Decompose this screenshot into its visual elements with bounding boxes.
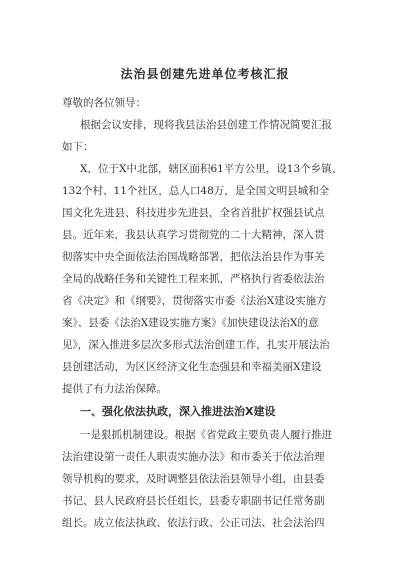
paragraph-line: 县。近年来，我县认真学习贯彻党的二十大精神，深入贯 [62, 229, 325, 241]
paragraph-line: 国文化先进县、科技进步先进县，全省首批扩权强县试点 [62, 207, 325, 219]
paragraph-line: X，位于X中北部，辖区面积61平方公里，设13个乡镇、 [80, 163, 343, 175]
paragraph-line: 提供了有力法治保障。 [62, 383, 167, 395]
paragraph-line: 彻落实中央全面依法治国战略部署，把依法治县作为事关 [62, 251, 325, 263]
paragraph-line: 一是狠抓机制建设。根据《省党政主要负责人履行推进 [80, 429, 332, 441]
paragraph-line: 全局的战略任务和关键性工程来抓，严格执行省委依法治 [62, 273, 325, 285]
salutation: 尊敬的各位领导： [62, 97, 146, 109]
paragraph-line: 案》、县委《法治X建设实施方案》《加快建设法治X的意 [62, 317, 319, 329]
document-title: 法治县创建先进单位考核汇报 [120, 67, 290, 81]
section-heading: 一、强化依法执政，深入推进法治X建设 [80, 405, 276, 418]
paragraph-line: 领导机构的要求，及时调整县依法治县领导小组，由县委 [62, 473, 325, 485]
paragraph-line: 根据会议安排，现将我县法治县创建工作情况简要汇报 [80, 119, 332, 131]
paragraph-line: 书记、县人民政府县长任组长，县委专职副书记任常务副 [62, 495, 325, 507]
paragraph-line: 省《决定》和《纲要》，贯彻落实市委《法治X建设实施方 [62, 295, 327, 307]
paragraph-line: 法治建设第一责任人职责实施办法》和市委关于依法治理 [62, 451, 325, 463]
paragraph-line: 县创建活动，为区区经济文化生态强县和幸福美丽X建设 [62, 361, 322, 373]
paragraph-line: 132个村、11个社区，总人口48万，是全国文明县城和全 [62, 185, 330, 197]
paragraph-line: 见》，深入推进多层次多形式法治创建工作，扎实开展法治 [62, 339, 330, 351]
paragraph-line: 如下： [62, 141, 94, 153]
paragraph-line: 组长。成立依法执政、依法行政、公正司法、社会法治四 [62, 517, 325, 529]
